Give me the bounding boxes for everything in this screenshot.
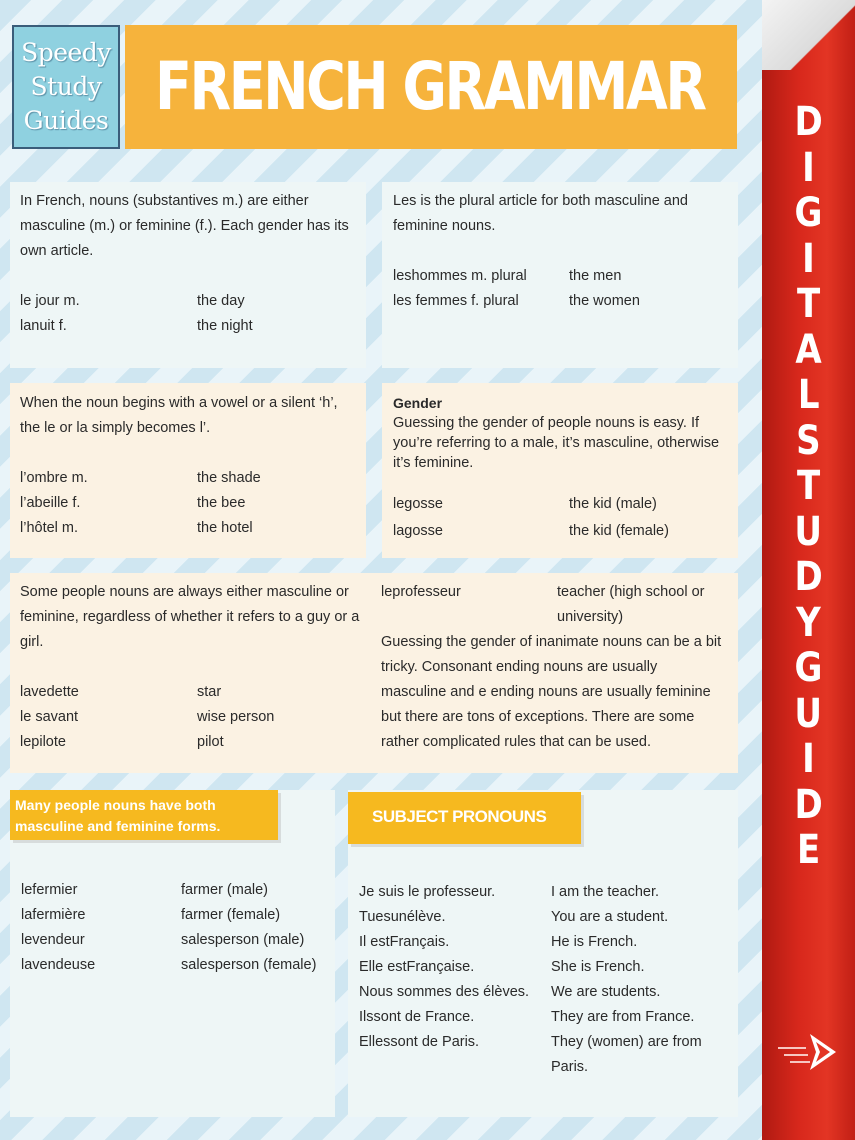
english-term: the kid (male) <box>569 496 657 512</box>
french-term: Nous sommes des élèves. <box>359 984 530 1000</box>
french-term: levendeur <box>21 932 85 948</box>
english-term: teacher (high school or university) <box>557 584 705 625</box>
spine-letter: U <box>794 508 823 555</box>
elision-box <box>10 383 366 558</box>
logo-line-2: Study <box>30 72 102 101</box>
french-term: leprofesseur <box>381 584 461 600</box>
english-term: the hotel <box>197 520 253 536</box>
french-term: l’hôtel m. <box>20 520 79 536</box>
spine-letter: Y <box>796 599 821 646</box>
page-curl <box>762 0 855 70</box>
english-term: She is French. <box>551 959 645 975</box>
both-forms-label: Many people nouns have both masculine and feminine forms. <box>10 790 278 840</box>
english-term: farmer (male) <box>181 882 269 898</box>
english-term: He is French. <box>551 934 638 950</box>
english-term: salesperson (male) <box>181 932 305 948</box>
inanimate-nouns-text: Guessing the gender of inanimate nouns can be a bit tricky. Consonant ending nouns are usually masculine and e ending nouns are usually feminine but there are tons of exceptions. There are some rather complicated rules that can be used. <box>381 634 722 750</box>
subject-pronouns-list <box>359 880 729 1080</box>
people-nouns-intro: Some people nouns are always either masculine or feminine, regardless of whether it refers to a guy or a girl. <box>20 584 360 650</box>
vocab-row <box>20 466 356 491</box>
french-term: les femmes f. plural <box>393 293 519 309</box>
french-term: lavedette <box>20 684 79 700</box>
french-term: Je suis le professeur. <box>359 884 496 900</box>
english-term: pilot <box>197 734 224 750</box>
vocab-row <box>359 980 729 1005</box>
gender-intro: Guessing the gender of people nouns is easy. If you’re referring to a male, it’s masculine, otherwise it’s feminine. <box>393 415 720 471</box>
articles-intro: In French, nouns (substantives m.) are either masculine (m.) or feminine (f.). Each gender has its own article. <box>20 193 349 259</box>
french-term: leshommes m. plural <box>393 268 527 284</box>
vocab-row <box>20 491 356 516</box>
inanimate-nouns-right <box>381 580 726 755</box>
english-term: They (women) are from Paris. <box>551 1034 702 1075</box>
vocab-row <box>20 516 356 541</box>
english-term: salesperson (female) <box>181 957 317 973</box>
french-term: Elle estFrançaise. <box>359 959 475 975</box>
english-term: the kid (female) <box>569 523 669 539</box>
spine-letter: I <box>802 144 815 191</box>
plural-article-box <box>382 182 738 368</box>
french-term: lafermière <box>21 907 86 923</box>
english-term: the shade <box>197 470 261 486</box>
english-term: We are students. <box>551 984 661 1000</box>
articles-box <box>10 182 366 368</box>
vocab-row <box>359 930 729 955</box>
logo-line-1: Speedy <box>21 38 111 67</box>
english-term: I am the teacher. <box>551 884 660 900</box>
english-term: the night <box>197 318 253 334</box>
spine-letter: D <box>794 99 823 145</box>
logo-line-3: Guides <box>23 106 109 135</box>
spine-letter: D <box>794 554 823 600</box>
vocab-row <box>393 518 727 545</box>
french-term: Ellessont de Paris. <box>359 1034 480 1050</box>
subject-pronouns-label: SUBJECT PRONOUNS <box>348 792 581 844</box>
english-term: the bee <box>197 495 246 511</box>
french-term: lepilote <box>20 734 66 750</box>
spine-letters <box>762 100 855 874</box>
spine-letter: L <box>797 372 820 418</box>
french-term: lagosse <box>393 523 443 539</box>
digital-study-guide-spine <box>762 0 855 1140</box>
vocab-row <box>21 903 331 928</box>
french-term: lefermier <box>21 882 78 898</box>
spine-letter: I <box>802 736 815 782</box>
vocab-row <box>359 1030 729 1080</box>
french-term: legosse <box>393 496 443 512</box>
title-banner <box>125 25 737 149</box>
people-nouns-left <box>20 580 370 755</box>
english-term: the women <box>569 293 640 309</box>
english-term: wise person <box>197 709 275 725</box>
french-term: lanuit f. <box>20 318 67 334</box>
vocab-row <box>393 289 727 314</box>
english-term: star <box>197 684 222 700</box>
spine-letter: T <box>796 281 821 327</box>
gender-box <box>382 383 738 558</box>
elision-intro: When the noun begins with a vowel or a silent ‘h’, the le or la simply becomes l’. <box>20 395 338 436</box>
french-term: le savant <box>20 709 79 725</box>
vocab-row <box>20 314 356 339</box>
vocab-row <box>359 880 729 905</box>
subject-pronouns-box <box>348 790 738 1117</box>
spine-letter: G <box>794 645 823 691</box>
french-term: lavendeuse <box>21 957 96 973</box>
french-term: Il estFrançais. <box>359 934 450 950</box>
spine-letter: T <box>796 463 821 509</box>
french-term: le jour m. <box>20 293 80 309</box>
spine-letter: U <box>794 690 823 737</box>
vocab-row <box>381 580 726 630</box>
vocab-row <box>359 955 729 980</box>
english-term: farmer (female) <box>181 907 281 923</box>
speedy-study-guides-logo <box>12 25 120 149</box>
spine-letter: I <box>802 235 815 282</box>
both-forms-list <box>21 878 331 978</box>
french-term: Tuesunélève. <box>359 909 446 925</box>
english-term: You are a student. <box>551 909 669 925</box>
english-term: They are from France. <box>551 1009 695 1025</box>
plural-intro: Les is the plural article for both masculine and feminine nouns. <box>393 193 688 234</box>
vocab-row <box>393 491 727 518</box>
vocab-row <box>359 1005 729 1030</box>
vocab-row <box>21 928 331 953</box>
vocab-row <box>21 878 331 903</box>
speedy-arrow-icon <box>776 1028 842 1078</box>
people-nouns-box <box>10 573 738 773</box>
vocab-row <box>20 289 356 314</box>
spine-letter: S <box>796 417 821 464</box>
vocab-row <box>393 264 727 289</box>
french-term: Ilssont de France. <box>359 1009 475 1025</box>
french-term: l’abeille f. <box>20 495 81 511</box>
english-term: the men <box>569 268 622 284</box>
vocab-row <box>20 730 370 755</box>
english-term: the day <box>197 293 245 309</box>
vocab-row <box>20 680 370 705</box>
page-title: FRENCH GRAMMAR <box>155 48 705 125</box>
spine-letter: G <box>794 190 823 236</box>
vocab-row <box>21 953 331 978</box>
spine-letter: E <box>796 827 821 873</box>
gender-heading: Gender <box>393 395 443 411</box>
vocab-row <box>20 705 370 730</box>
spine-letter: A <box>795 326 822 373</box>
spine-letter: D <box>794 781 823 828</box>
both-forms-box <box>10 790 335 1117</box>
french-term: l’ombre m. <box>20 470 88 486</box>
vocab-row <box>359 905 729 930</box>
